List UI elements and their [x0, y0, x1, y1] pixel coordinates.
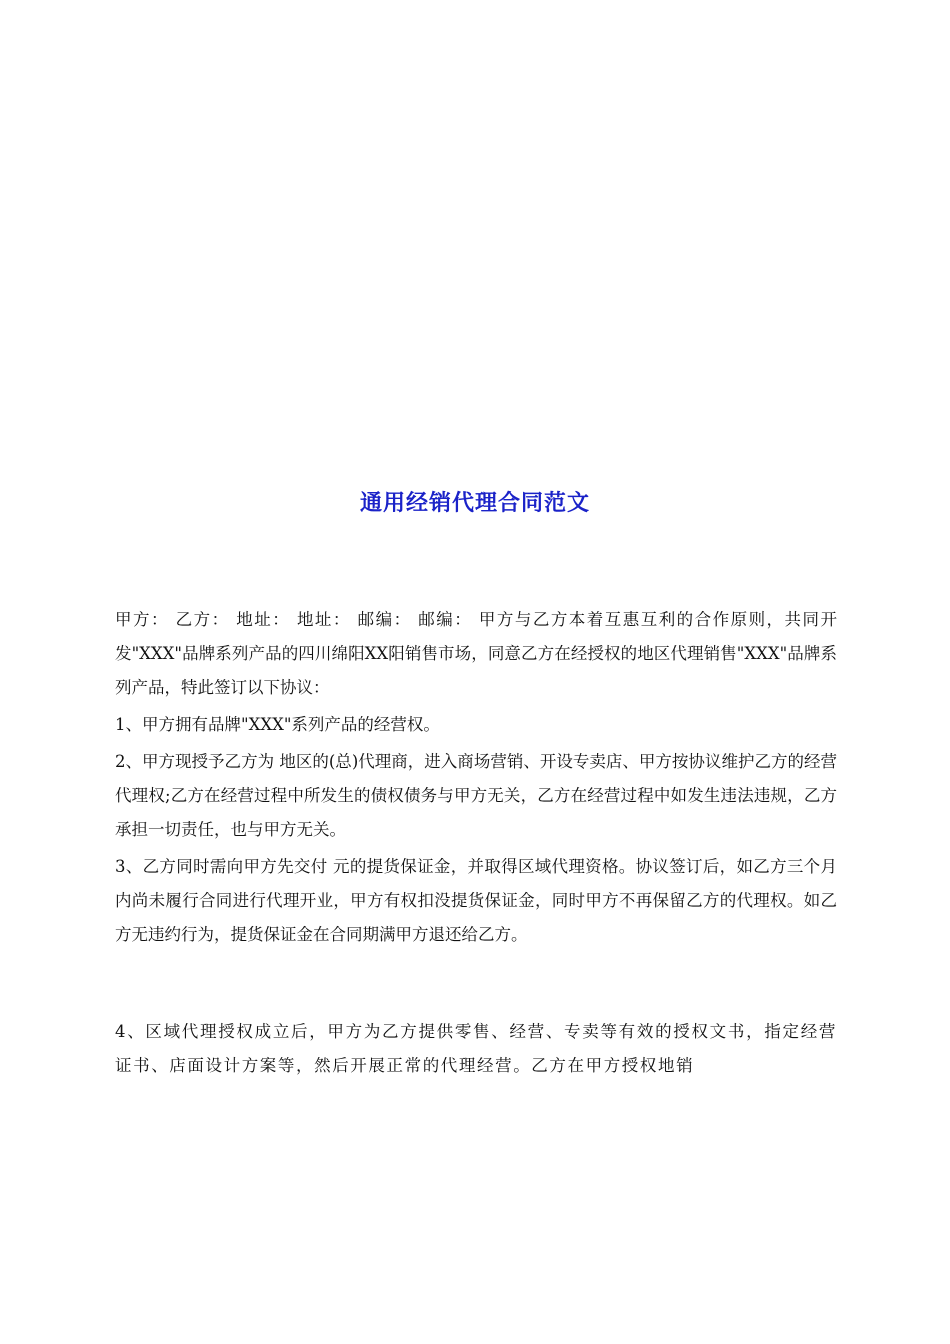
clause-4-paragraph: 4、区域代理授权成立后，甲方为乙方提供零售、经营、专卖等有效的授权文书，指定经营证书、店面设计方案等，然后开展正常的代理经营。乙方在甲方授权地销: [115, 1022, 837, 1075]
clause-3-paragraph: 3、乙方同时需向甲方先交付 元的提货保证金，并取得区域代理资格。协议签订后，如乙方三个月内尚未履行合同进行代理开业，甲方有权扣没提货保证金，同时甲方不再保留乙方的代理权。如乙方无违约行为，提货保证金在合同期满甲方退还给乙方。: [115, 857, 837, 944]
document-body: [115, 603, 837, 1086]
clause-2-paragraph: 2、甲方现授予乙方为 地区的(总)代理商，进入商场营销、开设专卖店、甲方按协议维护乙方的经营代理权;乙方在经营过程中所发生的债权债务与甲方无关，乙方在经营过程中如发生违法违规，乙方承担一切责任，也与甲方无关。: [115, 752, 837, 839]
preamble-paragraph: 甲方： 乙方： 地址： 地址： 邮编： 邮编： 甲方与乙方本着互惠互利的合作原则，共同开发"XXX"品牌系列产品的四川绵阳XX阳销售市场，同意乙方在经授权的地区代理销售"XXX"品牌系列产品，特此签订以下协议：: [115, 610, 837, 697]
document-title: 通用经销代理合同范文: [359, 490, 590, 516]
clause-1-paragraph: 1、甲方拥有品牌"XXX"系列产品的经营权。: [115, 715, 440, 734]
